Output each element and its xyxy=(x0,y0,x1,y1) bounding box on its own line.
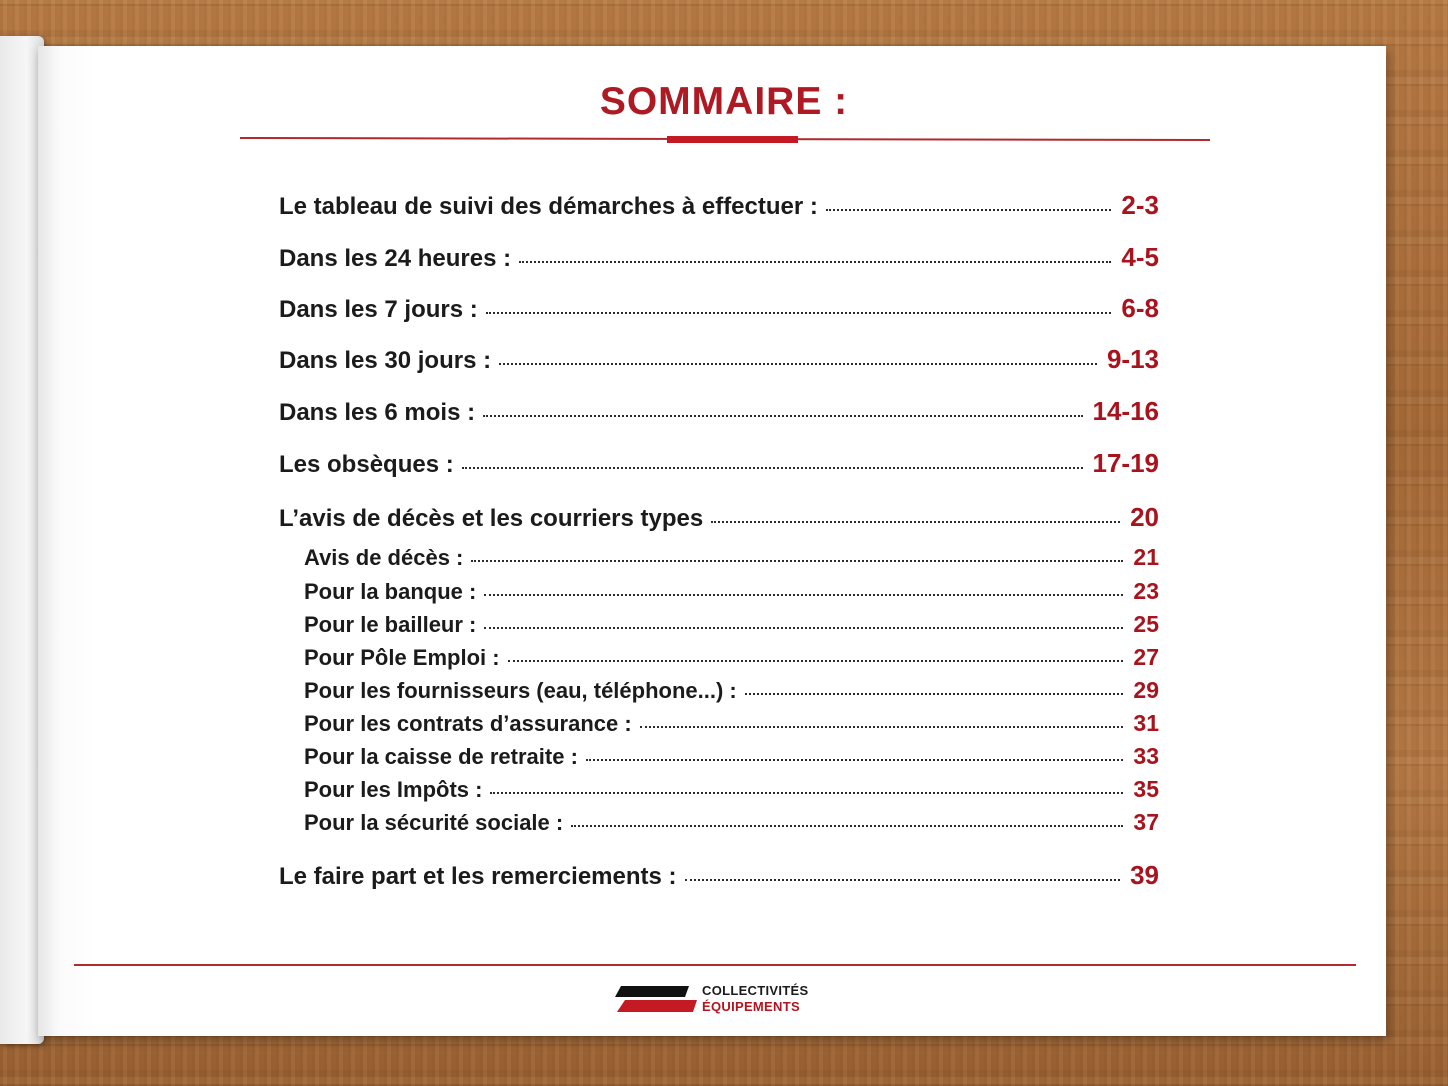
collectivites-equipements-logo-icon xyxy=(613,983,703,1015)
toc-entry-label: Dans les 30 jours : xyxy=(279,347,492,374)
toc-entry-label: Dans les 6 mois : xyxy=(279,399,476,426)
toc-entry xyxy=(279,190,1159,221)
dot-leader xyxy=(586,758,1124,761)
dot-leader xyxy=(486,311,1112,314)
toc-entry-pages: 14-16 xyxy=(1092,396,1159,426)
page-title: SOMMAIRE : xyxy=(599,80,849,123)
toc-entry-label: Le tableau de suivi des démarches à effectuer : xyxy=(279,193,818,220)
toc-subentry-pages: 27 xyxy=(1133,644,1159,670)
toc-subentry xyxy=(304,578,1159,605)
dot-leader xyxy=(745,692,1124,695)
toc-entry xyxy=(279,448,1159,479)
dot-leader xyxy=(685,878,1121,881)
toc-entry xyxy=(279,502,1159,533)
toc-subentry-label: Pour les Impôts : xyxy=(304,777,483,802)
dot-leader xyxy=(508,659,1124,662)
toc-subentry xyxy=(304,809,1159,836)
toc-entry xyxy=(279,242,1159,273)
toc-entry xyxy=(279,396,1159,427)
toc-subentry-pages: 25 xyxy=(1133,611,1159,637)
toc-subentry-label: Pour les contrats d’assurance : xyxy=(304,711,632,736)
toc-subentry xyxy=(304,644,1159,671)
footer-divider xyxy=(74,964,1356,966)
toc-subentry xyxy=(304,743,1159,770)
toc-subentry-label: Pour la caisse de retraite : xyxy=(304,744,578,769)
dot-leader xyxy=(640,725,1124,728)
toc-subentry xyxy=(304,544,1159,571)
toc-entry-pages: 4-5 xyxy=(1121,242,1159,272)
toc-entry-label: Dans les 7 jours : xyxy=(279,296,478,323)
dot-leader xyxy=(484,593,1123,596)
toc-subentry-label: Pour les fournisseurs (eau, téléphone...) : xyxy=(304,678,737,703)
toc-subentry-pages: 33 xyxy=(1133,743,1159,769)
dot-leader xyxy=(484,626,1123,629)
toc-subentry-pages: 37 xyxy=(1133,809,1159,835)
logo-line-1: COLLECTIVITÉS xyxy=(702,983,809,998)
toc-subentry-pages: 31 xyxy=(1133,710,1159,736)
dot-leader xyxy=(471,559,1123,562)
toc-entry-pages: 39 xyxy=(1130,860,1159,890)
toc-subentry-pages: 35 xyxy=(1133,776,1159,802)
toc-subentry-pages: 21 xyxy=(1133,544,1159,570)
toc-entry-pages: 6-8 xyxy=(1121,293,1159,323)
toc-entry xyxy=(279,344,1159,375)
logo-line-2: ÉQUIPEMENTS xyxy=(702,999,800,1014)
dot-leader xyxy=(499,362,1097,365)
footer-logo-text xyxy=(702,983,808,1015)
dot-leader xyxy=(483,414,1082,417)
toc-subentry xyxy=(304,611,1159,638)
toc-subentry-label: Pour la banque : xyxy=(304,579,477,604)
dot-leader xyxy=(571,824,1123,827)
toc-subentry xyxy=(304,710,1159,737)
dot-leader xyxy=(462,466,1083,469)
toc-entry-label: Les obsèques : xyxy=(279,451,454,478)
toc-subentry-pages: 23 xyxy=(1133,578,1159,604)
toc-entry xyxy=(279,860,1159,891)
toc-subentry xyxy=(304,677,1159,704)
toc-subentry-pages: 29 xyxy=(1133,677,1159,703)
toc-subentry xyxy=(304,776,1159,803)
dot-leader xyxy=(490,791,1123,794)
toc-entry-pages: 17-19 xyxy=(1092,448,1159,478)
toc-entry-label: L’avis de décès et les courriers types xyxy=(279,505,704,532)
dot-leader xyxy=(826,208,1112,211)
dot-leader xyxy=(519,260,1111,263)
toc-entry-pages: 2-3 xyxy=(1121,190,1159,220)
toc-subentry-label: Pour le bailleur : xyxy=(304,612,477,637)
toc-entry-pages: 9-13 xyxy=(1106,344,1159,374)
toc-entry-pages: 20 xyxy=(1130,502,1159,532)
toc-subentry-label: Avis de décès : xyxy=(304,545,464,570)
toc-subentry-label: Pour la sécurité sociale : xyxy=(304,810,564,835)
toc-entry-label: Le faire part et les remerciements : xyxy=(279,863,677,890)
toc-entry-label: Dans les 24 heures : xyxy=(279,245,512,272)
toc-entry xyxy=(279,293,1159,324)
toc-subentry-label: Pour Pôle Emploi : xyxy=(304,645,500,670)
dot-leader xyxy=(711,520,1120,523)
